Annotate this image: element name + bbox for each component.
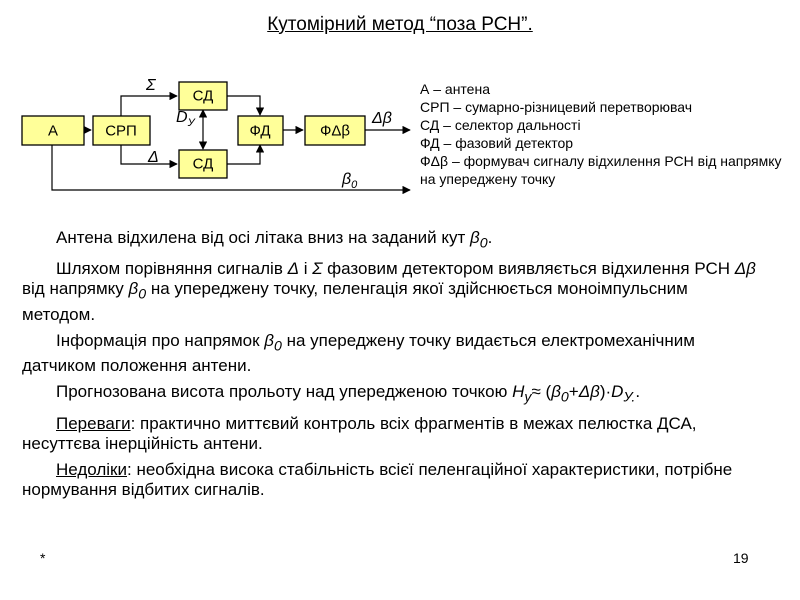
legend: [420, 80, 790, 188]
signal-sigma: Σ: [146, 77, 156, 94]
advantages-label: Переваги: [56, 413, 131, 433]
legend-item: СД – селектор дальності: [420, 117, 581, 133]
wire-srp-sd-top: [121, 96, 177, 117]
block-sd-top-label: СД: [192, 87, 214, 105]
paragraph-comparison: Шляхом порівняння сигналів Δ і Σ фазовим детектором виявляється відхилення РСН Δβ від напрямку $\beta_0$ на упереджену точку, пеленгація якої здійснюється моноімпульсним методом.: [22, 259, 756, 324]
page-number: 19: [733, 550, 749, 566]
signal-delta-beta: Δβ: [372, 110, 392, 127]
legend-item: ФΔβ – формувач сигналу відхилення РСН від напрямку на упереджену точку: [420, 153, 786, 187]
paragraph-advantages: Переваги: практично миттєвий контроль всіх фрагментів в межах пелюстка ДСА, несуттєва інерційність антени.: [22, 413, 697, 453]
block-sd-bottom-label: СД: [192, 155, 214, 173]
block-srp-label: СРП: [105, 122, 137, 140]
slide-title: Кутомірний метод “поза РСН”.: [267, 14, 533, 35]
legend-item: А – антена: [420, 81, 490, 97]
paragraph-antenna: Антена відхилена від осі літака вниз на заданий кут $\beta_0$.: [56, 228, 493, 252]
paragraph-altitude: Прогнозована висота прольоту над упередженою точкою $H_у\approx (\beta_0+\Delta\beta)\cdot D_{У.}$.: [56, 382, 641, 406]
disadvantages-label: Недоліки: [56, 459, 127, 479]
block-fd-label: ФД: [249, 122, 271, 140]
signal-delta: Δ: [148, 149, 159, 166]
block-antenna-label: А: [47, 122, 59, 140]
wire-sd-top-fd: [227, 96, 260, 115]
footer-star: *: [40, 550, 46, 566]
legend-item: СРП – сумарно-різницевий перетворювач: [420, 99, 693, 115]
paragraph-disadvantages: Недоліки: необхідна висока стабільність всієї пеленгаційної характеристики, потрібне нормування відбитих сигналів.: [22, 459, 733, 499]
wire-sd-bottom-fd: [227, 145, 260, 164]
signal-beta0: $\beta_0$: [342, 171, 358, 191]
paragraph-direction-info: Інформація про напрямок $\beta_0$ на упереджену точку видається електромеханічним датчиком положення антени.: [22, 330, 695, 376]
body-text: [22, 228, 762, 506]
block-fdb-label: ФΔβ: [319, 122, 351, 140]
signal-dy: $D_У$: [176, 109, 195, 129]
legend-item: ФД – фазовий детектор: [420, 135, 574, 151]
